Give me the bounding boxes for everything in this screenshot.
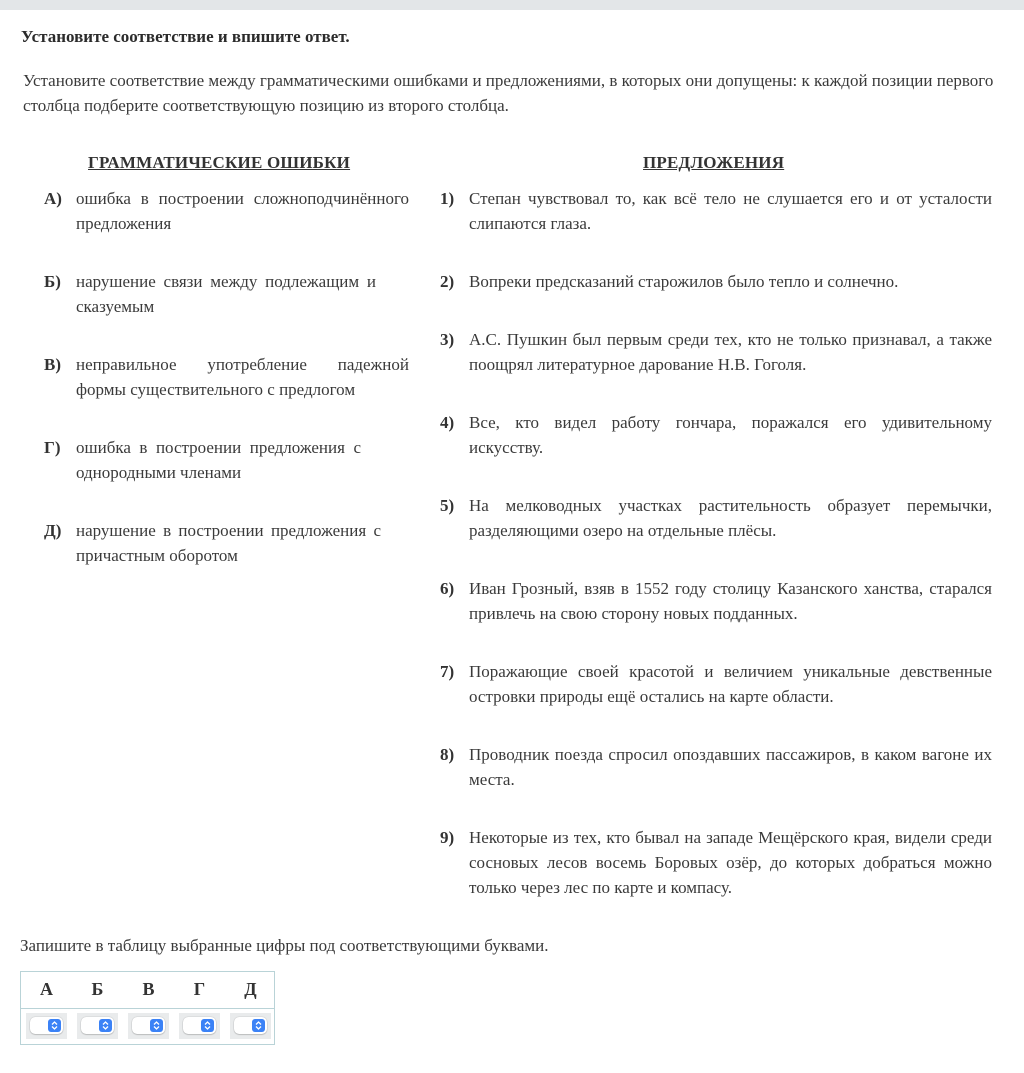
sentence-item-5 bbox=[440, 493, 992, 543]
answer-cell-v bbox=[128, 1013, 169, 1039]
sentence-item-4 bbox=[440, 410, 992, 460]
item-text: Все, кто видел работу гончара, поражался его удивительному искусству. bbox=[469, 413, 992, 457]
select-chevron-icon bbox=[252, 1019, 265, 1032]
answer-cell-b bbox=[77, 1013, 118, 1039]
item-text: Иван Грозный, взяв в 1552 году столицу Казанского ханства, старался привлечь на свою сторону новых подданных. bbox=[469, 579, 992, 623]
left-column-heading: ГРАММАТИЧЕСКИЕ ОШИБКИ bbox=[88, 153, 351, 172]
error-item-d bbox=[44, 518, 410, 568]
right-column-heading: ПРЕДЛОЖЕНИЯ bbox=[643, 153, 785, 172]
item-marker: А) bbox=[44, 189, 62, 208]
item-marker: 4) bbox=[440, 413, 455, 432]
answer-select-g[interactable] bbox=[183, 1017, 216, 1034]
item-marker: 6) bbox=[440, 579, 455, 598]
select-chevron-icon bbox=[48, 1019, 61, 1032]
column-letter-d: Д bbox=[244, 979, 257, 999]
error-item-v bbox=[44, 352, 410, 402]
task-title: Установите соответствие и впишите ответ. bbox=[21, 27, 350, 46]
sentence-item-1 bbox=[440, 186, 992, 236]
error-item-b bbox=[44, 269, 410, 319]
item-text: На мелководных участках растительность образует перемычки, разделяющими озеро на отдельные плёсы. bbox=[469, 496, 992, 540]
item-text: ошибка в построении предложения с однородными членами bbox=[76, 438, 361, 482]
item-text: ошибка в построении сложноподчинённого предложения bbox=[76, 189, 409, 233]
item-marker: Б) bbox=[44, 272, 61, 291]
answer-instruction: Запишите в таблицу выбранные цифры под соответствующими буквами. bbox=[20, 936, 549, 955]
item-text: Поражающие своей красотой и величием уникальные девственные островки природы ещё остались на карте области. bbox=[469, 662, 992, 706]
answer-cell-g bbox=[179, 1013, 220, 1039]
answer-cell-a bbox=[26, 1013, 67, 1039]
sentence-item-9 bbox=[440, 825, 992, 900]
item-marker: 5) bbox=[440, 496, 455, 515]
item-text: неправильное употребление падежной формы существительного с предлогом bbox=[76, 355, 409, 399]
column-letter-b: Б bbox=[91, 979, 104, 999]
answer-select-v[interactable] bbox=[132, 1017, 165, 1034]
answer-cell-d bbox=[230, 1013, 271, 1039]
sentence-item-2 bbox=[440, 269, 992, 294]
item-marker: 7) bbox=[440, 662, 455, 681]
item-marker: В) bbox=[44, 355, 61, 374]
answer-table bbox=[20, 971, 275, 1045]
column-letter-a: А bbox=[40, 979, 53, 999]
item-marker: Г) bbox=[44, 438, 61, 457]
sentence-item-6 bbox=[440, 576, 992, 626]
answer-select-a[interactable] bbox=[30, 1017, 63, 1034]
item-marker: 3) bbox=[440, 330, 455, 349]
column-letter-g: Г bbox=[193, 979, 206, 999]
item-text: А.С. Пушкин был первым среди тех, кто не только признавал, а также поощрял литературное дарование Н.В. Гоголя. bbox=[469, 330, 992, 374]
item-text: нарушение связи между подлежащим и сказуемым bbox=[76, 272, 376, 316]
error-item-g bbox=[44, 435, 410, 485]
select-chevron-icon bbox=[201, 1019, 214, 1032]
top-bar bbox=[0, 0, 1024, 10]
answer-select-d[interactable] bbox=[234, 1017, 267, 1034]
item-marker: Д) bbox=[44, 521, 62, 540]
item-marker: 9) bbox=[440, 828, 455, 847]
task-instructions: Установите соответствие между грамматическими ошибками и предложениями, в которых они допущены: к каждой позиции первого столбца подберите соответствующую позицию из второго столбца. bbox=[23, 71, 994, 115]
answer-select-b[interactable] bbox=[81, 1017, 114, 1034]
select-chevron-icon bbox=[99, 1019, 112, 1032]
item-text: Некоторые из тех, кто бывал на западе Мещёрского края, видели среди сосновых лесов восемь Боровых озёр, до которых добраться можно только через лес по карте и компасу. bbox=[469, 828, 992, 897]
sentence-item-7 bbox=[440, 659, 992, 709]
item-text: Степан чувствовал то, как всё тело не слушается его и от усталости слипаются глаза. bbox=[469, 189, 992, 233]
item-marker: 1) bbox=[440, 189, 455, 208]
item-text: нарушение в построении предложения с причастным оборотом bbox=[76, 521, 381, 565]
error-item-a bbox=[44, 186, 410, 236]
item-marker: 2) bbox=[440, 272, 455, 291]
item-text: Проводник поезда спросил опоздавших пассажиров, в каком вагоне их места. bbox=[469, 745, 992, 789]
sentence-item-8 bbox=[440, 742, 992, 792]
item-text: Вопреки предсказаний старожилов было тепло и солнечно. bbox=[469, 272, 899, 291]
answer-table-header bbox=[21, 972, 274, 1009]
sentence-item-3 bbox=[440, 327, 992, 377]
column-letter-v: В bbox=[142, 979, 155, 999]
select-chevron-icon bbox=[150, 1019, 163, 1032]
item-marker: 8) bbox=[440, 745, 455, 764]
